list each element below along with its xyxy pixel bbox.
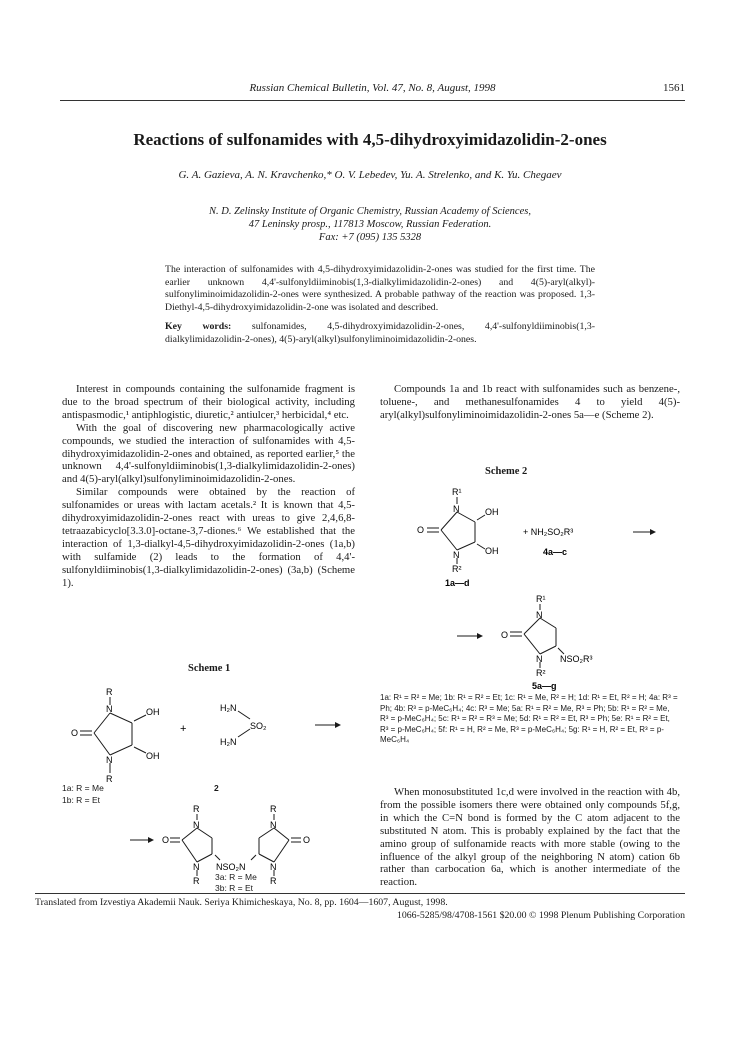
atom-label: N xyxy=(193,862,200,872)
atom-label: R¹ xyxy=(536,594,546,604)
affiliation xyxy=(60,205,680,244)
atom-label: N xyxy=(536,654,543,664)
atom-label: R² xyxy=(536,668,546,678)
paragraph: Compounds 1a and 1b react with sulfonamides such as benzene-, toluene-, and methanesulfonamides 4 to yield 4(5)-aryl(alkyl)sulfonyliminoimidazolidin-2-ones 5a—e (Scheme 2). xyxy=(380,383,680,421)
atom-label: R xyxy=(106,774,113,784)
atom-label: SO₂ xyxy=(250,721,267,731)
atom-label: OH xyxy=(146,707,160,717)
atom-label: N xyxy=(106,755,113,765)
reagent-formula: + NH₂SO₂R³ xyxy=(523,527,574,537)
atom-label: OH xyxy=(485,546,499,556)
atom-label: N xyxy=(453,504,460,514)
compound-label-4: 4a—c xyxy=(543,547,568,557)
abstract xyxy=(165,264,595,346)
affiliation-line: Fax: +7 (095) 135 5328 xyxy=(318,232,422,243)
atom-label: R² xyxy=(452,564,462,574)
atom-label: R xyxy=(106,687,113,697)
footer xyxy=(35,893,685,922)
plus-sign: + xyxy=(180,723,187,735)
compound-label-3a: 3a: R = Me xyxy=(215,872,257,882)
atom-label: R¹ xyxy=(452,487,462,497)
atom-label: NSO₂R³ xyxy=(560,654,593,664)
atom-label: NSO₂N xyxy=(216,862,246,872)
compound-label-1b: 1b: R = Et xyxy=(62,795,101,805)
journal-citation: Russian Chemical Bulletin, Vol. 47, No. 8, August, 1998 xyxy=(249,82,496,94)
atom-label: O xyxy=(71,728,79,738)
paragraph: Similar compounds were obtained by the reaction of sulfonamides or ureas with lactam acetals.² It is known that 4,5-dihydroxyimidazolidin-2-ones react with ureas to give 2,4,6,8-tetraazabicyclo[3.3.0]-octane-3,7-diones.⁶ We established that the interaction of 1,3-dialkyl-4,5-dihydroxyimidazolidin-2-ones (1a,b) with sulfamide (2) leads to the formation of 4,4'-sulfonyldiiminobis(1,3-dialkylimidazolidin-2-ones) (3a,b) (Scheme 1). xyxy=(62,486,355,589)
page-number: 1561 xyxy=(663,82,685,94)
translation-note: Translated from Izvestiya Akademii Nauk. Seriya Khimicheskaya, No. 8, pp. 1604—1607, August, 1998. xyxy=(35,897,448,908)
author-list: G. A. Gazieva, A. N. Kravchenko,* O. V. Lebedev, Yu. A. Strelenko, and K. Yu. Chegaev xyxy=(178,169,562,181)
atom-label: N xyxy=(453,550,460,560)
atom-label: N xyxy=(270,820,277,830)
compound-label-1a: 1a: R = Me xyxy=(62,783,104,793)
article-title: Reactions of sulfonamides with 4,5-dihydroxyimidazolidin-2-ones xyxy=(133,130,607,149)
affiliation-line: N. D. Zelinsky Institute of Organic Chemistry, Russian Academy of Sciences, xyxy=(209,206,531,217)
atom-label: O xyxy=(501,630,509,640)
scheme-2-product xyxy=(440,592,680,692)
compound-label-3b: 3b: R = Et xyxy=(215,883,254,893)
compound-label-2: 2 xyxy=(214,783,219,793)
keywords-text: sulfonamides, 4,5-dihydroxyimidazolidin-2-ones, 4,4'-sulfonyldiiminobis(1,3-dialkylimidazolidin-2-ones), 4(5)-aryl(alkyl)sulfonyliminoimidazolidin-2-ones. xyxy=(165,321,595,345)
scheme-2-label: Scheme 2 xyxy=(485,466,528,477)
atom-label: R xyxy=(193,804,200,814)
right-column-bottom xyxy=(380,786,680,889)
atom-label: OH xyxy=(146,751,160,761)
atom-label: R xyxy=(270,804,277,814)
atom-label: N xyxy=(536,610,543,620)
atom-label: R xyxy=(270,876,277,885)
scheme-2-legend: 1a: R¹ = R² = Me; 1b: R¹ = R² = Et; 1c: R¹ = Me, R² = H; 1d: R¹ = Et, R² = H; 4a: R³ = Ph; 4b: R³ = p-MeC₆H₄; 4c: R³ = Me; 5a: R¹ = R² = Me, R³ = Ph; 5b: R¹ = R² = Me, R³ = p-MeC₆H₄; 5c: R¹ = R² = R³ = Me; 5d: R¹ = R² = Et, R³ = Ph; 5e: R¹ = R² = Et, R³ = p-MeC₆H₄; 5f: R¹ = H, R² = Me, R³ = p-MeC₆H₄; 5g: R¹ = H, R² = Et, R³ = p-MeC₆H₄ xyxy=(380,693,678,744)
atom-label: N xyxy=(270,862,277,872)
paragraph: Interest in compounds containing the sulfonamide fragment is due to the broad spectrum of their biological activity, including antispasmodic,¹ antiphlogistic, diuretic,² antiulcer,³ herbicidal,⁴ etc. xyxy=(62,383,355,421)
affiliation-line: 47 Leninsky prosp., 117813 Moscow, Russian Federation. xyxy=(248,219,492,230)
atom-label: O xyxy=(417,525,425,535)
right-column-top xyxy=(380,383,680,422)
left-column xyxy=(62,383,355,590)
abstract-text: The interaction of sulfonamides with 4,5-dihydroxyimidazolidin-2-ones was studied for the first time. The earlier unknown 4,4'-sulfonyldiiminobis(1,3-dialkylimidazolidin-2-ones) and 4(5)-aryl(alkyl)-sulfonyliminoimidazolidin-2-ones were synthesized. A probable pathway of the reaction was proposed. 1,3-Diethyl-4,5-dihydroxyimidazolidin-2-one was isolated and described. xyxy=(165,264,595,313)
atom-label: N xyxy=(193,820,200,830)
atom-label: OH xyxy=(485,507,499,517)
paragraph: When monosubstituted 1c,d were involved in the reaction with 4b, from the possible isomers there were obtained only compounds 5f,g, in which the C=N bond is formed by the C atom adjacent to the substituted N atom. This is probably explained by the fact that the amino group of sulfonamide reacts with more stable (owing to the influence of the alkyl group of the neighboring N atom) cation 6b rather than carbocation 6a, which is another intermediate of the reaction. xyxy=(380,786,680,889)
atom-label: H₂N xyxy=(220,737,237,747)
atom-label: R xyxy=(193,876,200,885)
atom-label: H₂N xyxy=(220,703,237,713)
compound-label-1: 1a—d xyxy=(445,578,470,588)
keywords-label: Key words: xyxy=(165,321,232,332)
copyright-line: 1066-5285/98/4708-1561 $20.00 © 1998 Plenum Publishing Corporation xyxy=(396,910,685,921)
keywords xyxy=(165,321,595,346)
compound-label-5: 5a—g xyxy=(532,681,557,691)
atom-label: O xyxy=(162,835,170,845)
scheme-2-reactants xyxy=(405,482,685,592)
scheme-1-label: Scheme 1 xyxy=(188,663,231,674)
atom-label: O xyxy=(303,835,311,845)
running-header xyxy=(60,82,685,101)
atom-label: N xyxy=(106,704,113,714)
paragraph: With the goal of discovering new pharmacologically active compounds, we studied the interaction of sulfonamides with 4,5-dihydroxyimidazolidin-2-ones and obtained, as reported earlier,⁵ the unknown 4,4'-sulfonyldiiminobis(1,3-dialkylimidazolidin-2-ones) and 4(5)-aryl(alkyl)sulfonyliminoimidazolidin-2-ones. xyxy=(62,421,355,486)
